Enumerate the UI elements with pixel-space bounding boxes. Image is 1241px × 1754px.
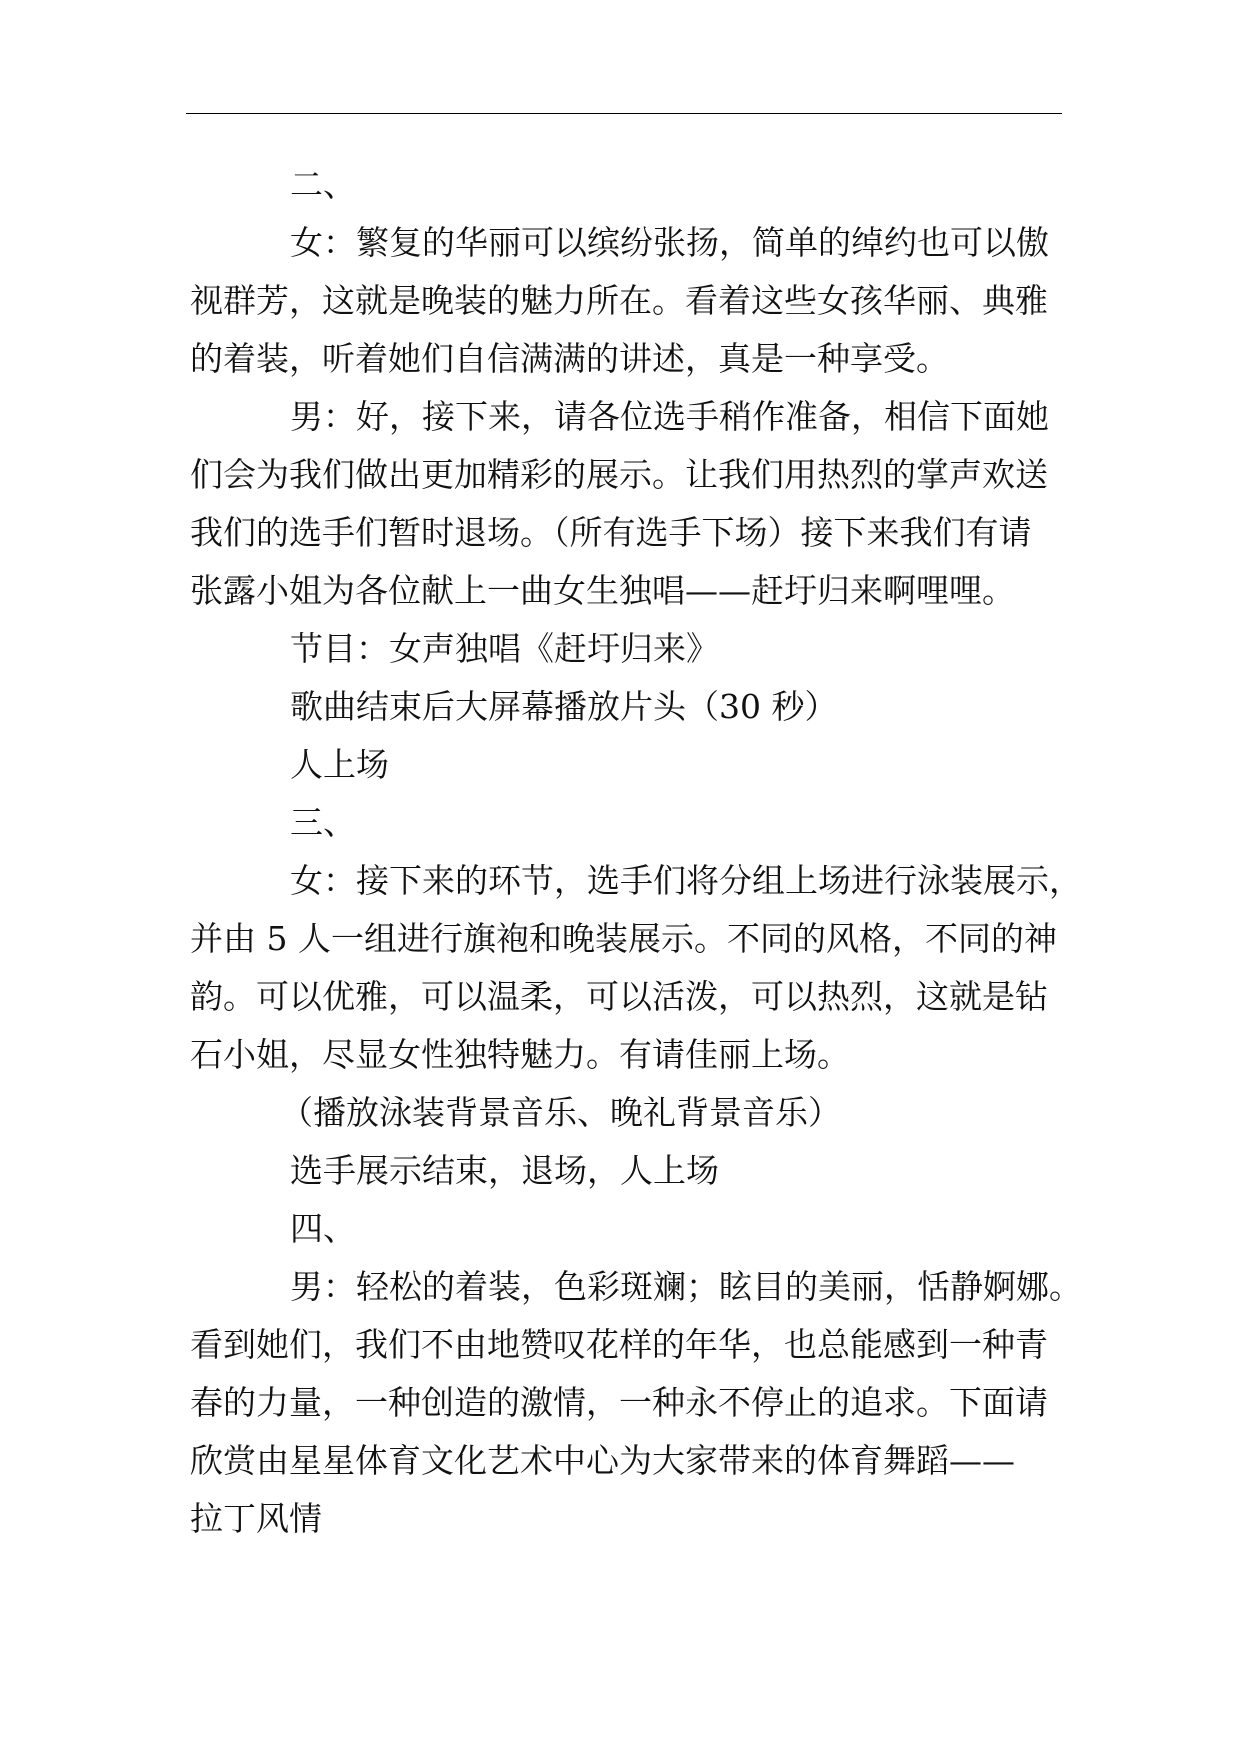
text-line: 我们的选手们暂时退场。（所有选手下场）接下来我们有请 [190, 513, 1032, 552]
text-line: 节目：女声独唱《赶圩归来》 [290, 629, 719, 668]
text-line: 韵。可以优雅，可以温柔，可以活泼，可以热烈，这就是钻 [190, 977, 1048, 1016]
text-line: 看到她们，我们不由地赞叹花样的年华，也总能感到一种青 [190, 1325, 1048, 1364]
text-line: 女：接下来的环节，选手们将分组上场进行泳装展示， [290, 861, 1082, 900]
text-line: 张露小姐为各位献上一曲女生独唱——赶圩归来啊哩哩。 [190, 571, 1015, 610]
text-line: 们会为我们做出更加精彩的展示。让我们用热烈的掌声欢送 [190, 455, 1048, 494]
section-heading-2: 二、 [290, 165, 356, 204]
text-line: 男：轻松的着装，色彩斑斓；眩目的美丽，恬静婀娜。 [290, 1267, 1082, 1306]
stage-direction: （播放泳装背景音乐、晚礼背景音乐） [280, 1093, 841, 1132]
section-heading-3: 三、 [290, 803, 356, 842]
text-line: 欣赏由星星体育文化艺术中心为大家带来的体育舞蹈—— [190, 1441, 1015, 1480]
text-line: 女：繁复的华丽可以缤纷张扬，简单的绰约也可以傲 [290, 223, 1049, 262]
text-line: 人上场 [290, 745, 389, 784]
text-line: 歌曲结束后大屏幕播放片头（30 秒） [290, 687, 838, 726]
text-line: 春的力量，一种创造的激情，一种永不停止的追求。下面请 [190, 1383, 1048, 1422]
text-line: 选手展示结束，退场，人上场 [290, 1151, 719, 1190]
text-line: 并由 5 人一组进行旗袍和晚装展示。不同的风格，不同的神 [190, 919, 1057, 958]
text-line: 拉丁风情 [190, 1499, 322, 1538]
text-line: 的着装，听着她们自信满满的讲述，真是一种享受。 [190, 339, 949, 378]
text-line: 石小姐，尽显女性独特魅力。有请佳丽上场。 [190, 1035, 850, 1074]
text-line: 男：好，接下来，请各位选手稍作准备，相信下面她 [290, 397, 1049, 436]
text-line: 视群芳，这就是晚装的魅力所在。看着这些女孩华丽、典雅 [190, 281, 1048, 320]
section-heading-4: 四、 [290, 1209, 356, 1248]
